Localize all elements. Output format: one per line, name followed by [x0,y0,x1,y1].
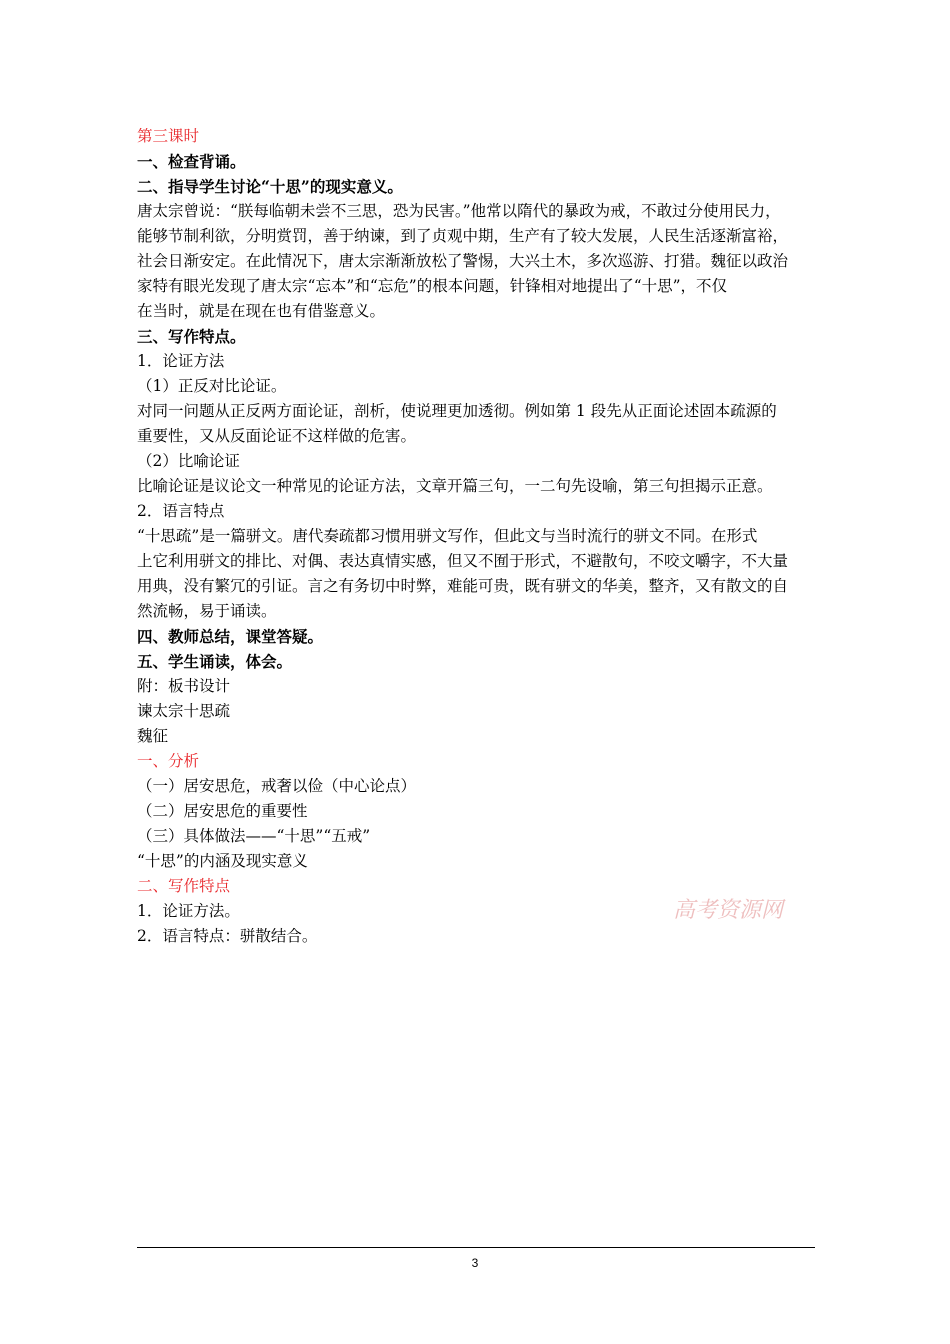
paragraph-line: 社会日渐安定。在此情况下，唐太宗渐渐放松了警惕，大兴土木，多次巡游、打猎。魏征以政治 [137,252,789,270]
lesson-title: 第三课时 [137,127,200,145]
heading-writing-features: 三、写作特点。 [137,327,246,346]
board-design-label: 附：板书设计 [137,677,231,695]
sub-item-language-features: 2．语言特点 [137,502,225,520]
paragraph-line: 然流畅，易于诵读。 [137,602,277,620]
paragraph-line: 家特有眼光发现了唐太宗“忘本”和“忘危”的根本问题，针锋相对地提出了“十思”，不仅 [137,277,728,295]
board-list-item: （三）具体做法——“十思”“五戒” [137,827,371,845]
board-design-title: 谏太宗十思疏 [137,702,231,720]
board-list-item: （一）居安思危，戒奢以俭（中心论点） [137,777,417,795]
paragraph-line: 上它利用骈文的排比、对偶、表达真情实感，但又不囿于形式，不避散句，不咬文嚼字，不大量 [137,552,789,570]
footer-divider [137,1247,815,1248]
sub-item-argument-method: 1．论证方法 [137,352,225,370]
board-section-writing: 二、写作特点 [137,877,231,895]
sub-item-contrast-argument: （1）正反对比论证。 [137,377,287,395]
paragraph-line: 能够节制利欲，分明赏罚，善于纳谏，到了贞观中期，生产有了较大发展，人民生活逐渐富裕， [137,227,789,245]
board-design-author: 魏征 [137,727,169,745]
paragraph-line: 用典，没有繁冗的引证。言之有务切中时弊，难能可贵，既有骈文的华美，整齐，又有散文的自 [137,577,789,595]
sub-item-metaphor-argument: （2）比喻论证 [137,452,240,470]
paragraph-line: 在当时，就是在现在也有借鉴意义。 [137,302,386,320]
board-list-item: 2．语言特点：骈散结合。 [137,927,318,945]
heading-discussion: 二、指导学生讨论“十思”的现实意义。 [137,177,403,196]
heading-teacher-summary: 四、教师总结，课堂答疑。 [137,627,324,646]
heading-student-recitation: 五、学生诵读，体会。 [137,652,293,671]
paragraph-line: 比喻论证是议论文一种常见的论证方法，文章开篇三句，一二句先设喻，第三句担揭示正意。 [137,477,773,495]
board-section-analysis: 一、分析 [137,752,200,770]
document-body [137,124,817,949]
watermark-text: 高考资源网 [672,898,784,923]
board-list-item: “十思”的内涵及现实意义 [137,852,308,870]
page-number: 3 [471,1256,479,1270]
heading-check-recitation: 一、检查背诵。 [137,152,246,171]
paragraph-line: “十思疏”是一篇骈文。唐代奏疏都习惯用骈文写作，但此文与当时流行的骈文不同。在形式 [137,527,758,545]
paragraph-line: 唐太宗曾说：“朕每临朝未尝不三思，恐为民害。”他常以隋代的暴政为戒，不敢过分使用民力， [137,202,781,220]
watermark-logo [658,893,798,925]
paragraph-line: 重要性，又从反面论证不这样做的危害。 [137,427,417,445]
paragraph-line: 对同一问题从正反两方面论证，剖析，使说理更加透彻。例如第 1 段先从正面论述固本疏源的 [137,402,777,420]
board-list-item: 1．论证方法。 [137,902,240,920]
board-list-item: （二）居安思危的重要性 [137,802,308,820]
